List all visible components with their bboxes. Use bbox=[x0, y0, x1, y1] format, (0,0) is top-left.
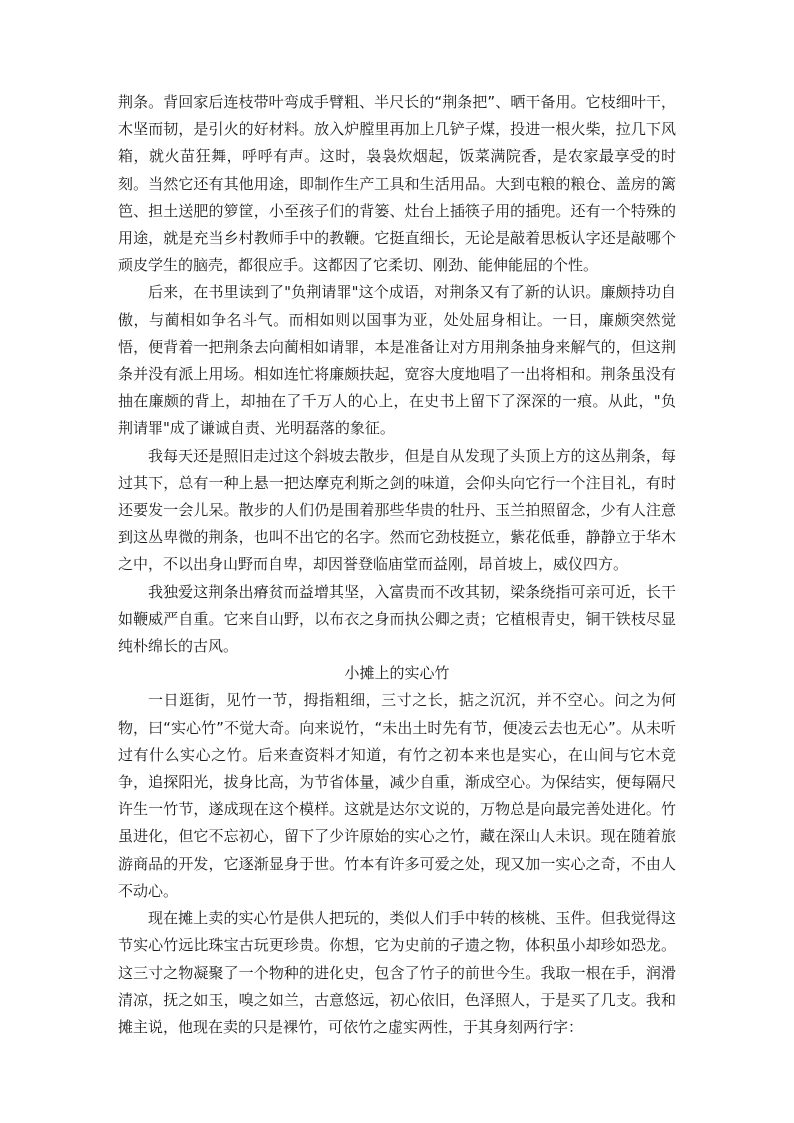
section-paragraph-1: 一日逛街，见竹一节，拇指粗细，三寸之长，掂之沉沉，并不空心。问之为何物，曰“实心竹”不觉大奇。向来说竹，“未出土时先有节，便凌云去也无心”。从未听过有什么实心之竹。后来查资料才知道，有竹之初本来也是实心，在山间与它木竞争，追探阳光，拔身比高，为节省体量，减少自重，渐成空心。为保结实，便每隔尺许生一竹节，遂成现在这个模样。这就是达尔文说的，万物总是向最完善处进化。竹虽进化，但它不忘初心，留下了少许原始的实心之竹，藏在深山人未识。现在随着旅游商品的开发，它逐渐显身于世。竹本有许多可爱之处，现又加一实心之奇，不由人不动心。 bbox=[118, 691, 676, 900]
paragraph-3: 我每天还是照旧走过这个斜坡去散步，但是自从发现了头顶上方的这丛荆条，每过其下，总有一种上悬一把达摩克利斯之剑的味道，会仰头向它行一个注目礼，有时还要发一会儿呆。散步的人们仍是围着那些华贵的牡丹、玉兰拍照留念，少有人注意到这丛卑微的荆条，也叫不出它的名字。然而它劲枝挺立，紫花低垂，静静立于华木之中，不以出身山野而自卑，却因誉登临庙堂而益刚，昂首坡上，威仪四方。 bbox=[118, 446, 676, 574]
section-title: 小摊上的实心竹 bbox=[344, 664, 450, 683]
document-page bbox=[118, 89, 676, 1041]
section-paragraph-2: 现在摊上卖的实心竹是供人把玩的，类似人们手中转的核桃、玉件。但我觉得这节实心竹远比珠宝古玩更珍贵。你想，它为史前的孑遗之物，体积虽小却珍如恐龙。这三寸之物凝聚了一个物种的进化史，包含了竹子的前世今生。我取一根在手，润滑清凉，抚之如玉，嗅之如兰，古意悠远，初心依旧，色泽照人，于是买了几支。我和摊主说，他现在卖的只是裸竹，可依竹之虚实两性，于其身刻两行字： bbox=[118, 909, 676, 1036]
paragraph-1: 荆条。背回家后连枝带叶弯成手臂粗、半尺长的“荆条把”、晒干备用。它枝细叶干，木坚而韧，是引火的好材料。放入炉膛里再加上几铲子煤，投进一根火柴，拉几下风箱，就火苗狂舞，呼呼有声。这时，袅袅炊烟起，饭菜满院香，是农家最享受的时刻。当然它还有其他用途，即制作生产工具和生活用品。大到屯粮的粮仓、盖房的篱笆、担土送肥的箩筐，小至孩子们的背篓、灶台上插筷子用的插兜。还有一个特殊的用途，就是充当乡村教师手中的教鞭。它挺直细长，无论是敲着思板认字还是敲哪个顽皮学生的脑壳，都很应手。这都因了它柔切、刚劲、能伸能屈的个性。 bbox=[118, 93, 676, 275]
paragraph-4: 我独爱这荆条出瘠贫而益增其坚，入富贵而不改其韧，梁条绕指可亲可近，长干如鞭威严自重。它来自山野，以布衣之身而执公卿之责；它植根青史，铜干铁枝尽显纯朴绵长的古风。 bbox=[118, 582, 676, 656]
paragraph-2: 后来，在书里读到了"负荆请罪"这个成语，对荆条又有了新的认识。廉颇持功自傲，与蔺相如争名斗气。而相如则以国事为亚，处处屈身相让。一日，廉颇突然觉悟，便背着一把荆条去向蔺相如请罪，本是准备让对方用荆条抽身来解气的，但这荆条并没有派上用场。相如连忙将廉颇扶起，宽容大度地唱了一出将相和。荆条虽没有抽在廉颇的背上，却抽在了千万人的心上，在史书上留下了深深的一痕。从此，"负荆请罪"成了谦诚自责、光明磊落的象征。 bbox=[118, 283, 676, 438]
